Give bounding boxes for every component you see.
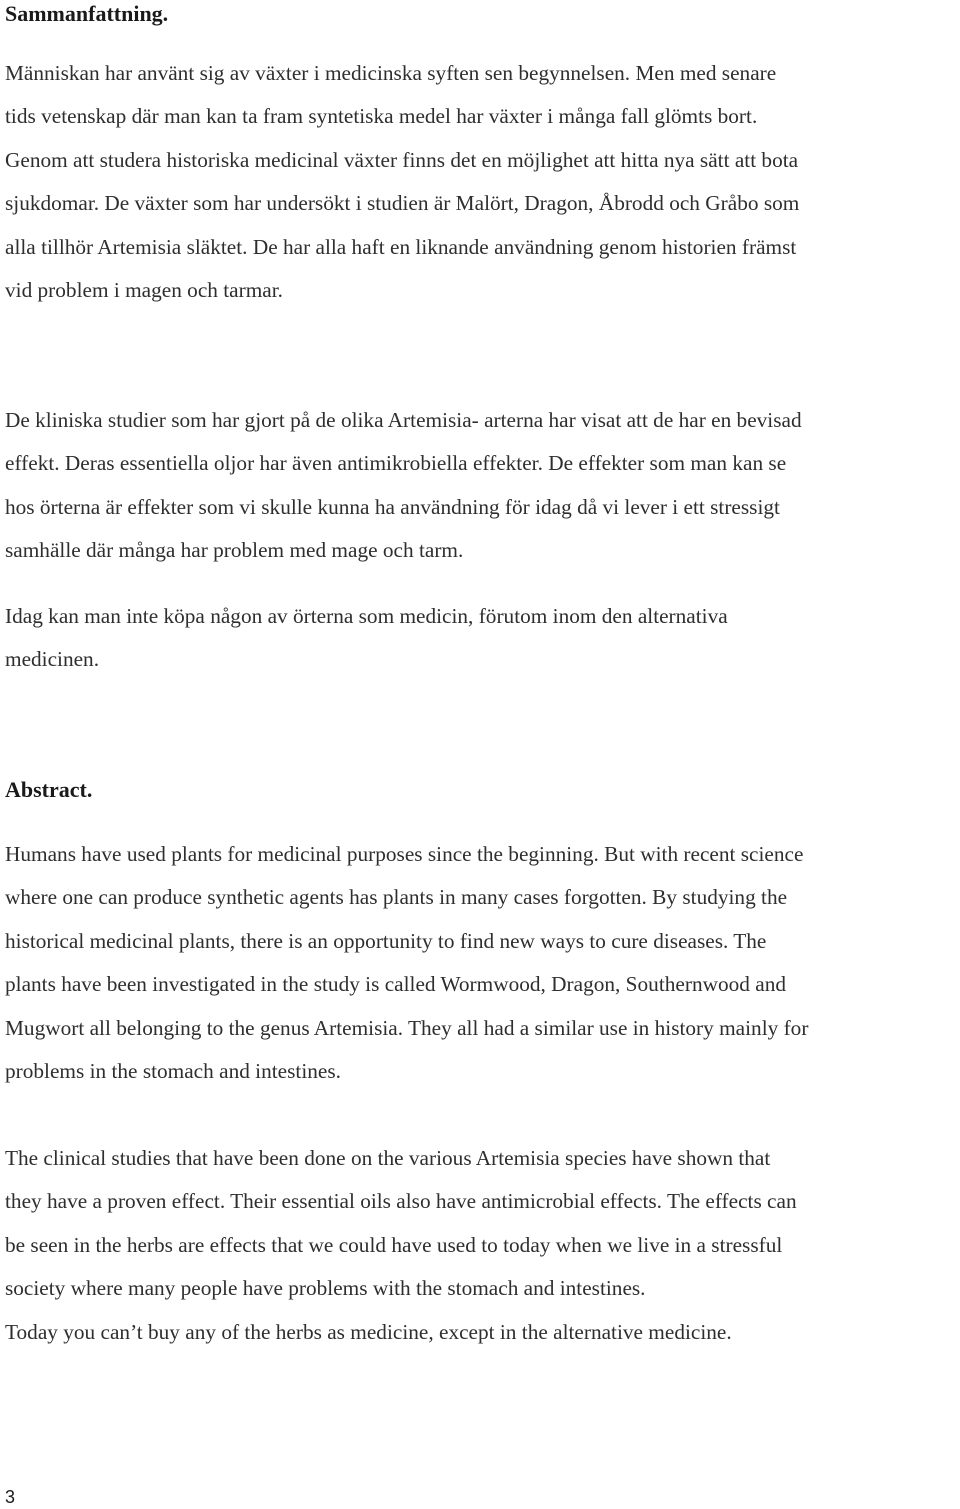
sammanfattning-paragraph-2 [5, 399, 957, 573]
text-line: be seen in the herbs are effects that we could have used to today when we live in a stressful [5, 1232, 783, 1257]
abstract-paragraph-1 [5, 833, 957, 1093]
text-line: The clinical studies that have been done on the various Artemisia species have shown that [5, 1146, 771, 1170]
text-line: Idag kan man inte köpa någon av örterna som medicin, förutom inom den alternativa [5, 604, 728, 628]
text-line: alla tillhör Artemisia släktet. De har alla haft en liknande användning genom historien främst [5, 234, 797, 259]
text-line: tids vetenskap där man kan ta fram syntetiska medel har växter i många fall glömts bort. [5, 104, 758, 129]
text-line: Today you can’t buy any of the herbs as medicine, except in the alternative medicine. [5, 1319, 732, 1344]
sammanfattning-heading: Sammanfattning. [5, 1, 169, 26]
text-line: problems in the stomach and intestines. [5, 1059, 341, 1084]
text-line: Humans have used plants for medicinal purposes since the beginning. But with recent science [5, 842, 804, 866]
text-line: they have a proven effect. Their essential oils also have antimicrobial effects. The effects can [5, 1189, 797, 1214]
text-line: Genom att studera historiska medicinal växter finns det en möjlighet att hitta nya sätt att bota [5, 147, 799, 172]
text-line: vid problem i magen och tarmar. [5, 278, 283, 303]
text-line: where one can produce synthetic agents has plants in many cases forgotten. By studying the [5, 885, 788, 910]
page-number: 3 [5, 1487, 16, 1507]
text-line: hos örterna är effekter som vi skulle kunna ha användning för idag då vi lever i ett stressigt [5, 494, 780, 519]
abstract-paragraph-2 [5, 1137, 957, 1354]
abstract-heading: Abstract. [5, 777, 93, 802]
text-line: Människan har använt sig av växter i medicinska syften sen begynnelsen. Men med senare [5, 61, 777, 85]
text-line: sjukdomar. De växter som har undersökt i studien är Malört, Dragon, Åbrodd och Gråbo som [5, 191, 800, 216]
text-line: Mugwort all belonging to the genus Artemisia. They all had a similar use in history mainly for [5, 1015, 809, 1040]
text-line: medicinen. [5, 647, 100, 672]
text-line: De kliniska studier som har gjort på de olika Artemisia- arterna har visat att de har en bevisad [5, 408, 802, 432]
text-line: historical medicinal plants, there is an opportunity to find new ways to cure diseases. The [5, 928, 767, 953]
text-line: plants have been investigated in the study is called Wormwood, Dragon, Southernwood and [5, 972, 786, 997]
sammanfattning-paragraph-3 [5, 595, 957, 682]
text-line: society where many people have problems with the stomach and intestines. [5, 1276, 646, 1301]
sammanfattning-paragraph-1 [5, 52, 957, 312]
text-line: effekt. Deras essentiella oljor har även antimikrobiella effekter. De effekter som man kan se [5, 451, 787, 476]
text-line: samhälle där många har problem med mage och tarm. [5, 538, 464, 563]
